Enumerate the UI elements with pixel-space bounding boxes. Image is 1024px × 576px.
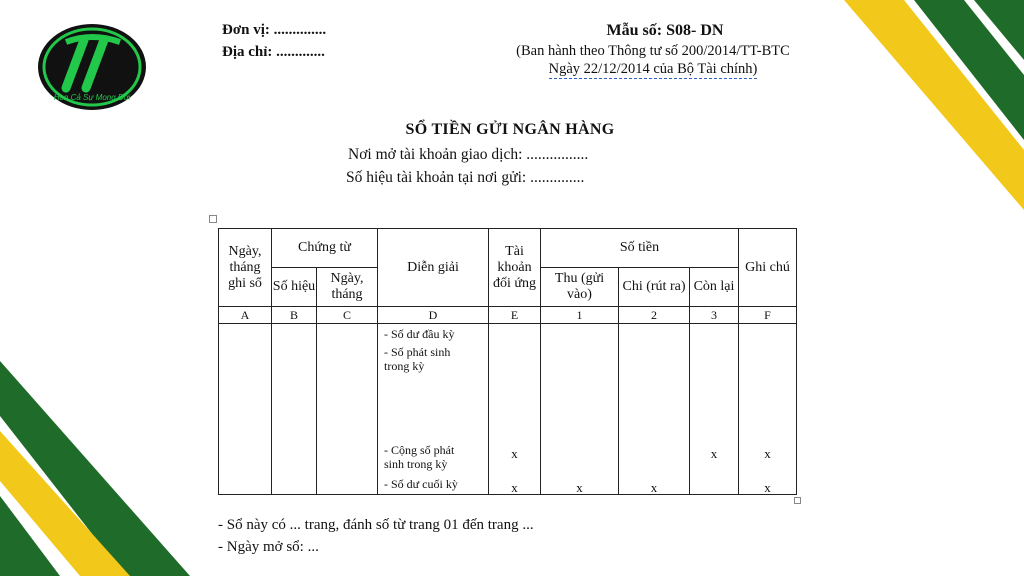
mark-closing: x (764, 480, 771, 495)
mark-total: x (764, 446, 771, 461)
bottom-left-stripes (0, 361, 190, 576)
voucher-no-cell[interactable] (272, 324, 317, 495)
code-cell: C (317, 307, 378, 324)
form-code: Mẫu số: S08- DN (606, 22, 724, 39)
code-cell: 1 (541, 307, 619, 324)
mark-total: x (511, 446, 518, 461)
logo-text: Hon Cả Sự Mong Đợi (53, 93, 131, 102)
col-voucher-no: Số hiệu (272, 268, 317, 307)
ledger-table (218, 228, 797, 495)
opening-balance-item: - Số dư đầu kỳ (384, 327, 455, 341)
col-description: Diễn giải (378, 229, 489, 307)
account-place: Nơi mở tài khoản giao dịch: ................ (348, 146, 589, 163)
mark-closing: x (576, 480, 583, 495)
code-cell: 3 (690, 307, 739, 324)
col-voucher-date: Ngày, tháng (317, 268, 378, 307)
code-cell: F (739, 307, 797, 324)
total-arising-item: - Cộng số phát sinh trong kỳ (384, 443, 455, 471)
payments-cell[interactable] (619, 324, 690, 495)
top-right-stripes (824, 0, 1024, 230)
note-cell[interactable] (739, 324, 797, 495)
code-cell: D (378, 307, 489, 324)
address-label: Địa chỉ: ............. (222, 44, 325, 60)
receipts-cell[interactable] (541, 324, 619, 495)
col-note: Ghi chú (739, 229, 797, 307)
date-cell[interactable] (219, 324, 272, 495)
code-cell: A (219, 307, 272, 324)
col-date: Ngày, tháng ghi sổ (219, 229, 272, 307)
company-logo (36, 22, 148, 112)
col-contra-account: Tài khoản đối ứng (489, 229, 541, 307)
code-cell: E (489, 307, 541, 324)
issued-line-2: Ngày 22/12/2014 của Bộ Tài chính) (548, 61, 758, 77)
arising-item: - Số phát sinh trong kỳ (384, 345, 451, 373)
mark-closing: x (650, 480, 658, 495)
col-receipts: Thu (gửi vào) (541, 268, 619, 307)
issued-note (488, 42, 818, 79)
balance-cell[interactable] (690, 324, 739, 495)
mark-total: x (710, 446, 718, 461)
col-voucher: Chứng từ (272, 229, 378, 268)
pages-note: - Sổ này có ... trang, đánh số từ trang 01 đến trang ... (218, 517, 534, 533)
closing-balance-item: - Số dư cuối kỳ (384, 477, 458, 491)
description-cell[interactable] (378, 324, 489, 495)
table-anchor-icon[interactable] (209, 215, 217, 223)
col-payments: Chi (rút ra) (619, 268, 690, 307)
voucher-date-cell[interactable] (317, 324, 378, 495)
account-number: Số hiệu tài khoản tại nơi gửi: .............. (346, 169, 585, 186)
col-amount: Số tiền (541, 229, 739, 268)
col-balance: Còn lại (690, 268, 739, 307)
code-cell: 2 (619, 307, 690, 324)
table-resize-handle[interactable] (794, 497, 801, 504)
issued-line-1: (Ban hành theo Thông tư số 200/2014/TT-BTC (516, 43, 790, 59)
contra-account-cell[interactable] (489, 324, 541, 495)
page-title: SỔ TIỀN GỬI NGÂN HÀNG (405, 121, 615, 138)
open-date-note: - Ngày mở sổ: ... (218, 539, 319, 555)
code-cell: B (272, 307, 317, 324)
mark-closing: x (511, 480, 518, 495)
unit-label: Đơn vị: .............. (222, 22, 327, 38)
